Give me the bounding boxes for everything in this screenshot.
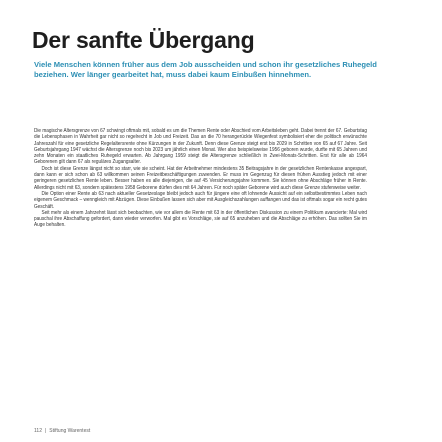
body-paragraph: Seit mehr als einem Jahrzehnt lässt sich beobachten, wie vor allem die Rente mit 63 in der öffentlichen Diskussion zu einem Politikum avancierte: Mal wird pauschal ihre Abschaffung gefordert, dann wieder verworfen. Mal gibt es Vorschläge, sie auf 65 anzuheben und die Abschläge zu erhöhen. Das sollten Sie im Auge behalten. xyxy=(34,209,367,229)
lead-paragraph: Viele Menschen können früher aus dem Job ausscheiden und schon ihr gesetzliches Ruhegeld beziehen. Wer länger gearbeitet hat, muss dabei kaum Einbußen hinnehmen. xyxy=(34,60,377,80)
document-page xyxy=(30,0,410,442)
body-paragraph: Die Option einer Rente ab 63 nach aktueller Gesetzeslage bleibt jedoch auch für jüngere eine oft lohnende Aussicht auf ein selbstbestimmtes Leben nach eigenem Geschmack – wenngleich mit Abzügen. Diese Einbußen lassen sich aber mit Ausgleichszahlungen auffangen und das ist oftmals sogar ein recht gutes Geschäft. xyxy=(34,190,367,210)
body-paragraph: Doch ist diese Grenze längst nicht so starr, wie sie scheint. Hat der Arbeitnehmer mindestens 35 Beitragsjahre in der gesetzlichen Rentenkasse angespart, dann kann er sich schon ab 63 willkommen seinen Freizeitbeschäftigungen zuwenden. Er muss im Gegenzug für diesen frühen Ausstieg jedoch mit einer geringeren gesetzlichen Rente leben. Besser haben es alle diejenigen, die auf 45 Versicherungsjahre kommen. Sie können ohne Abschläge früher in Rente. Allerdings nicht mit 63, sondern spätestens 1958 Geborene dürfen dies mit 64 Jahren. Für noch später Geborene wird auch diese Grenze stufenweise weiter. xyxy=(34,165,367,191)
page-number: 112 xyxy=(34,428,42,434)
page-footer xyxy=(34,428,90,434)
page-title: Der sanfte Übergang xyxy=(32,27,255,54)
body-text xyxy=(34,128,367,229)
publisher-name: Stiftung Warentest xyxy=(49,428,91,434)
footer-separator: | xyxy=(44,428,47,434)
body-paragraph: Die magische Altersgrenze von 67 schwingt oftmals mit, sobald es um die Themen Rente oder Abschied vom Arbeitsleben geht. Dabei trennt der 67. Geburtstag die Lebensphasen in Wahrheit gar nicht so regelrecht in Job und Freizeit. Das an die 70 herangerückte Wiegenfest symbolisiert eher die politisch erwünschte Jahreszahl für eine gesetzliche Regelaltersrente ohne Kürzungen in der Zukunft. Denn diese Grenze steigt erst bis 2029 in Schritten von 65 auf 67 Jahre. Seit Geburtsjahrgang 1947 wächst die Altersgrenze noch bis 2023 um jährlich einen Monat. Wer also beispielsweise 1956 geboren wurde, durfte mit 65 Jahren und zehn Monaten ein staatliches Ruhegeld erwarten. Ab Jahrgang 1959 steigt die Altersgrenze schließlich in Zwei-Monats-Schritten. Erst für alle ab 1964 Geborenen gilt dann 67 als reguläres Zugangsalter. xyxy=(34,128,367,166)
